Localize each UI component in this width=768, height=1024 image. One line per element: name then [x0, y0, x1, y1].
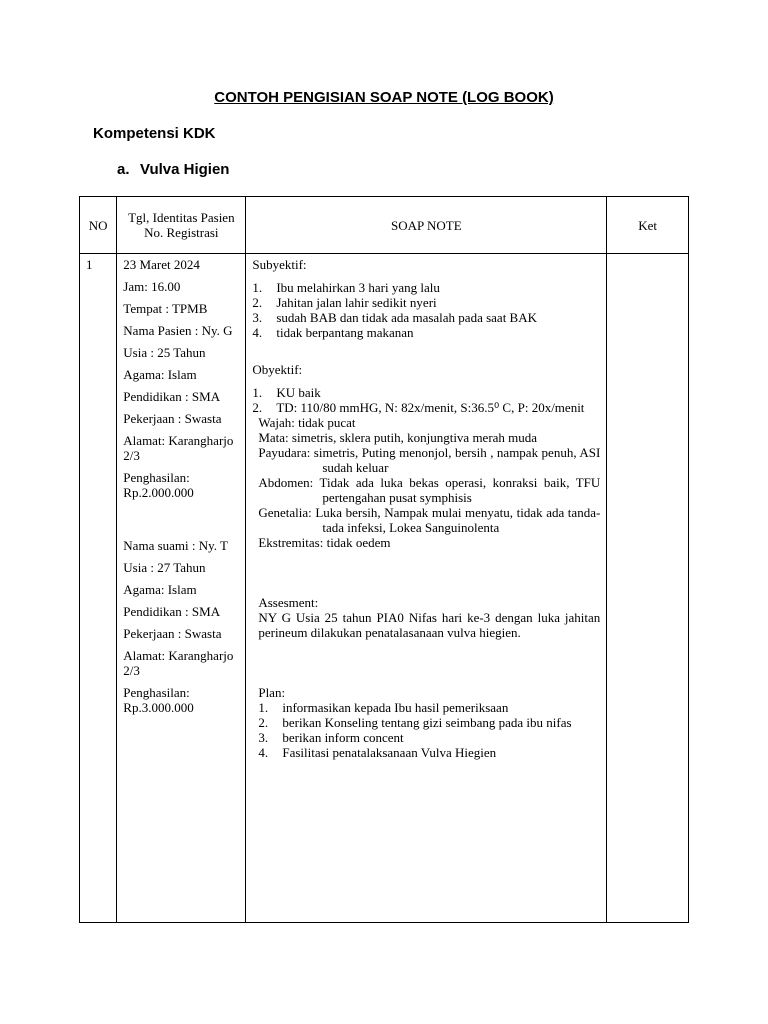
identity-income: Penghasilan: Rp.2.000.000 [123, 470, 194, 500]
table-row [80, 254, 689, 923]
husband-occupation: Pekerjaan : Swasta [123, 626, 222, 641]
identity-education: Pendidikan : SMA [123, 389, 221, 404]
document-title: CONTOH PENGISIAN SOAP NOTE (LOG BOOK) [214, 89, 554, 106]
objective-list [252, 385, 600, 415]
objective-face: Wajah: tidak pucat [258, 415, 356, 430]
husband-name: Nama suami : Ny. T [123, 538, 229, 553]
objective-title: Obyektif: [252, 362, 303, 377]
objective-breast: Payudara: simetris, Puting menonjol, bersih , nampak penuh, ASI sudah keluar [258, 445, 601, 475]
subsection-label: a. [117, 161, 130, 178]
assessment-text: NY G Usia 25 tahun PIA0 Nifas hari ke-3 dengan luka jahitan perineum dilakukan penatalasanaan vulva hiegien. [258, 610, 601, 640]
list-item: 3. berikan inform concent [258, 730, 404, 745]
husband-address: Alamat: Karangharjo 2/3 [123, 648, 234, 678]
subsection-heading [117, 161, 229, 178]
subjective-list [252, 280, 600, 340]
table-header-row [80, 197, 689, 254]
husband-education: Pendidikan : SMA [123, 604, 221, 619]
list-item: 4. Fasilitasi penatalaksanaan Vulva Hiegien [258, 745, 497, 760]
identity-date: 23 Maret 2024 [123, 257, 200, 272]
header-no: NO [80, 197, 117, 254]
husband-religion: Agama: Islam [123, 582, 197, 597]
soap-note-table [79, 196, 689, 923]
header-soap-note: SOAP NOTE [246, 197, 607, 254]
objective-abdomen: Abdomen: Tidak ada luka bekas operasi, konraksi baik, TFU pertengahan pusat symphisis [258, 475, 601, 505]
identity-place: Tempat : TPMB [123, 301, 208, 316]
section-heading: Kompetensi KDK [93, 125, 216, 142]
subsection-title: Vulva Higien [140, 161, 230, 178]
plan-list [252, 700, 600, 760]
list-item: 2. Jahitan jalan lahir sedikit nyeri [252, 295, 437, 310]
plan-title: Plan: [258, 685, 286, 700]
header-ket: Ket [607, 197, 689, 254]
husband-age: Usia : 27 Tahun [123, 560, 206, 575]
list-item: 2. berikan Konseling tentang gizi seimbang pada ibu nifas [258, 715, 572, 730]
row-number: 1 [80, 254, 117, 923]
identity-time: Jam: 16.00 [123, 279, 181, 294]
objective-eyes: Mata: simetris, sklera putih, konjungtiva merah muda [258, 430, 538, 445]
identity-age: Usia : 25 Tahun [123, 345, 206, 360]
identity-address: Alamat: Karangharjo 2/3 [123, 433, 234, 463]
subjective-title: Subyektif: [252, 257, 307, 272]
list-item: 1. Ibu melahirkan 3 hari yang lalu [252, 280, 440, 295]
identity-religion: Agama: Islam [123, 367, 197, 382]
list-item: 4. tidak berpantang makanan [252, 325, 414, 340]
ket-cell [607, 254, 689, 923]
soap-note-cell [246, 254, 607, 923]
patient-identity-cell [117, 254, 246, 923]
objective-genitalia: Genetalia: Luka bersih, Nampak mulai menyatu, tidak ada tanda-tada infeksi, Lokea Sanguinolenta [258, 505, 601, 535]
header-identity: Tgl, Identitas Pasien No. Registrasi [117, 197, 246, 254]
identity-occupation: Pekerjaan : Swasta [123, 411, 222, 426]
husband-income: Penghasilan: Rp.3.000.000 [123, 685, 194, 715]
list-item: 1. informasikan kepada Ibu hasil pemeriksaan [258, 700, 509, 715]
objective-extremities: Ekstremitas: tidak oedem [258, 535, 391, 550]
list-item: 1. KU baik [252, 385, 321, 400]
list-item: 3. sudah BAB dan tidak ada masalah pada saat BAK [252, 310, 537, 325]
identity-patient-name: Nama Pasien : Ny. G [123, 323, 233, 338]
assessment-title: Assesment: [258, 595, 319, 610]
list-item: 2. TD: 110/80 mmHG, N: 82x/menit, S:36.5⁰ C, P: 20x/menit [252, 400, 585, 415]
